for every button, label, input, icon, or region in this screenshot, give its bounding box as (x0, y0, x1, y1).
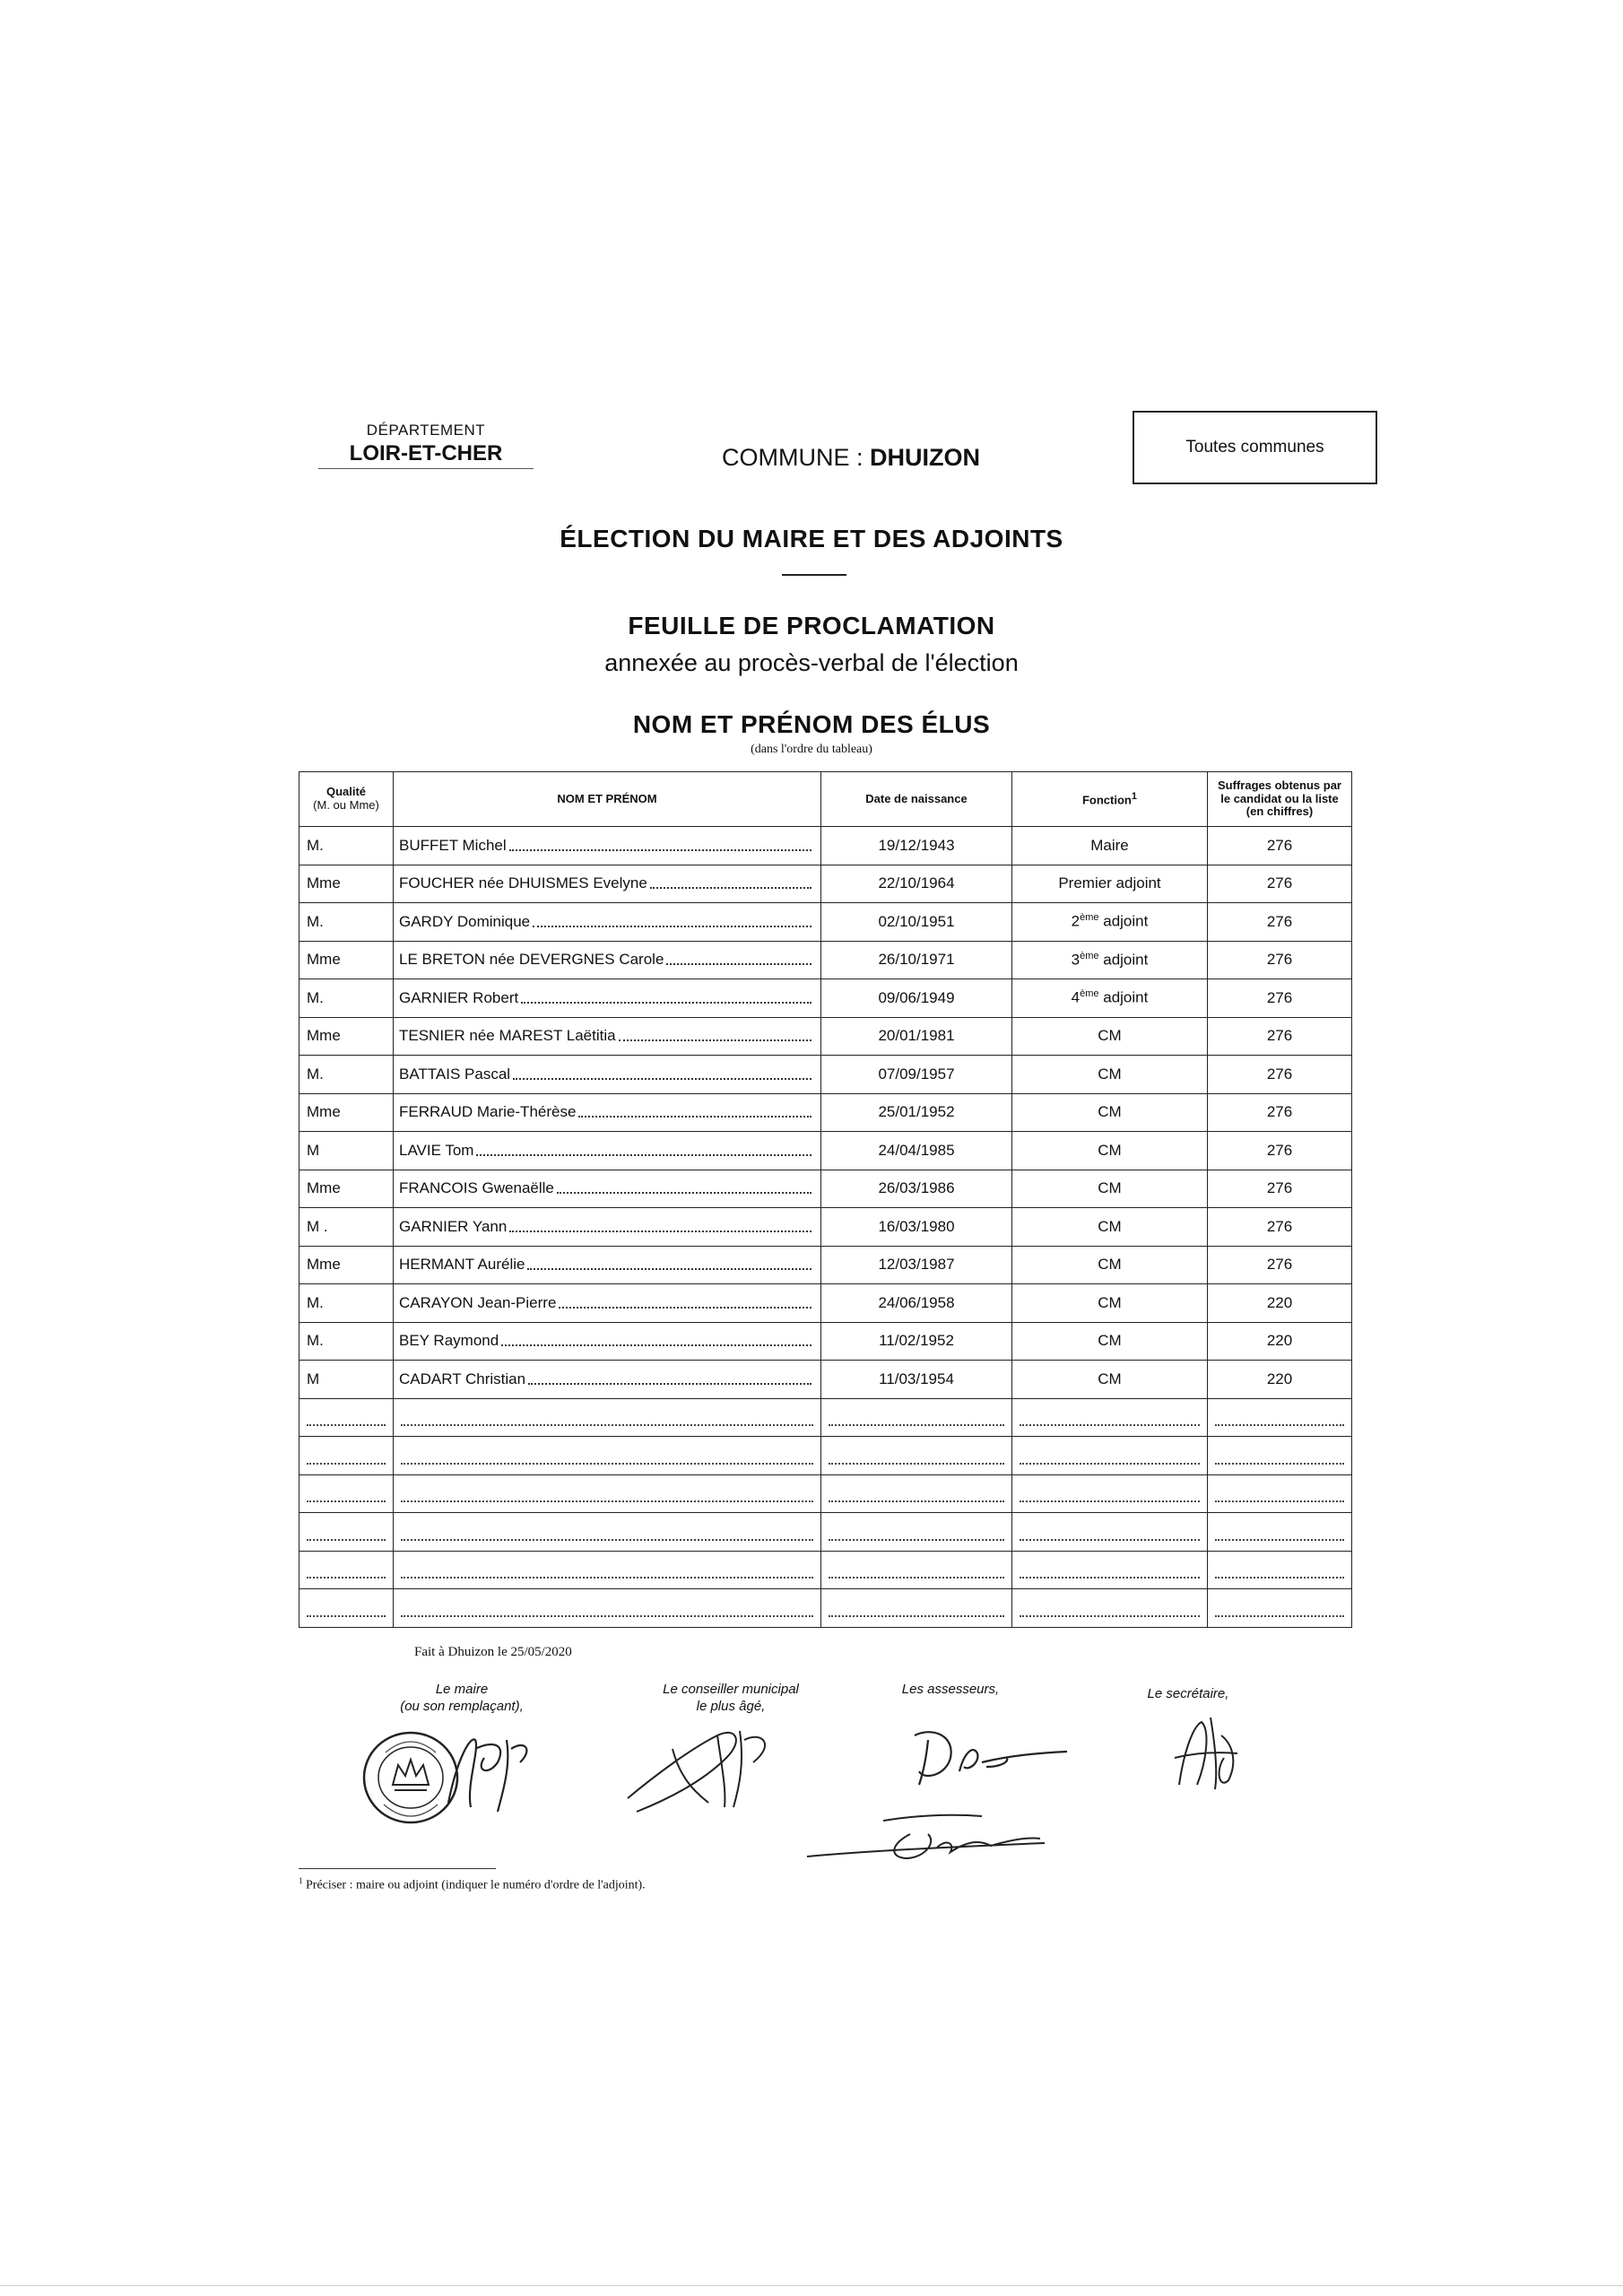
cell-fonction: 3ème adjoint (1012, 941, 1208, 979)
cell-suffrages: 276 (1208, 1093, 1352, 1132)
cell-empty (1208, 1398, 1352, 1437)
elected-officials-table (299, 771, 1352, 1628)
sheet-title: FEUILLE DE PROCLAMATION (628, 612, 995, 639)
cell-fonction: Maire (1012, 827, 1208, 865)
cell-date: 16/03/1980 (821, 1208, 1012, 1247)
cell-suffrages: 220 (1208, 1361, 1352, 1399)
cell-empty (1012, 1551, 1208, 1589)
cell-qualite: M (299, 1132, 394, 1170)
secretaire-signature (1166, 1709, 1246, 1798)
cell-fonction: 4ème adjoint (1012, 979, 1208, 1018)
cell-qualite: M. (299, 1284, 394, 1323)
cell-date: 07/09/1957 (821, 1056, 1012, 1094)
table-row-empty (299, 1398, 1352, 1437)
cell-nom: HERMANT Aurélie (394, 1246, 821, 1284)
table-row-empty (299, 1589, 1352, 1628)
cell-empty (1012, 1437, 1208, 1475)
cell-fonction: CM (1012, 1093, 1208, 1132)
annex-subtitle: annexée au procès-verbal de l'élection (604, 649, 1019, 676)
header-qualite: Qualité (M. ou Mme) (299, 772, 394, 827)
cell-date: 20/01/1981 (821, 1017, 1012, 1056)
conseiller-signature (619, 1713, 780, 1821)
cell-qualite: M. (299, 827, 394, 865)
cell-fonction: Premier adjoint (1012, 865, 1208, 903)
cell-fonction: CM (1012, 1284, 1208, 1323)
cell-qualite: M. (299, 979, 394, 1018)
cell-qualite: M (299, 1361, 394, 1399)
table-header-row (299, 772, 1352, 827)
cell-qualite: Mme (299, 1246, 394, 1284)
assesseur-signature-2 (803, 1803, 1054, 1870)
commune-type-text: Toutes communes (1185, 438, 1324, 457)
department-label: DÉPARTEMENT (366, 422, 486, 439)
cell-empty (1012, 1398, 1208, 1437)
cell-qualite: M. (299, 1056, 394, 1094)
cell-empty (1012, 1474, 1208, 1513)
cell-empty (394, 1589, 821, 1628)
cell-empty (821, 1398, 1012, 1437)
cell-empty (299, 1437, 394, 1475)
cell-date: 26/03/1986 (821, 1170, 1012, 1208)
department-name: LOIR-ET-CHER (349, 441, 503, 465)
cell-fonction: CM (1012, 1132, 1208, 1170)
cell-fonction: CM (1012, 1322, 1208, 1361)
cell-empty (299, 1551, 394, 1589)
cell-suffrages: 276 (1208, 1056, 1352, 1094)
cell-empty (1208, 1513, 1352, 1552)
cell-empty (1208, 1551, 1352, 1589)
cell-empty (1208, 1437, 1352, 1475)
secretaire-label: Le secrétaire, (1147, 1686, 1229, 1701)
table-row-empty (299, 1513, 1352, 1552)
cell-date: 12/03/1987 (821, 1246, 1012, 1284)
cell-empty (394, 1474, 821, 1513)
cell-nom: LE BRETON née DEVERGNES Carole (394, 941, 821, 979)
cell-empty (821, 1474, 1012, 1513)
title-divider (782, 574, 846, 576)
table-row (299, 979, 1352, 1018)
table-row-empty (299, 1474, 1352, 1513)
page-bottom-rule (0, 2285, 1623, 2286)
cell-qualite: Mme (299, 941, 394, 979)
cell-empty (394, 1551, 821, 1589)
cell-date: 11/02/1952 (821, 1322, 1012, 1361)
maire-signature (421, 1722, 538, 1821)
cell-empty (394, 1437, 821, 1475)
department-underline (318, 468, 534, 469)
department-block (318, 422, 534, 466)
cell-fonction: CM (1012, 1017, 1208, 1056)
cell-date: 22/10/1964 (821, 865, 1012, 903)
table-row (299, 1322, 1352, 1361)
cell-nom: GARDY Dominique (394, 903, 821, 942)
cell-nom: BUFFET Michel (394, 827, 821, 865)
cell-fonction: CM (1012, 1361, 1208, 1399)
table-row (299, 1093, 1352, 1132)
cell-qualite: M . (299, 1208, 394, 1247)
cell-nom: BEY Raymond (394, 1322, 821, 1361)
cell-nom: FRANCOIS Gwenaëlle (394, 1170, 821, 1208)
cell-suffrages: 276 (1208, 865, 1352, 903)
table-row (299, 1284, 1352, 1323)
cell-date: 24/06/1958 (821, 1284, 1012, 1323)
page-title: ÉLECTION DU MAIRE ET DES ADJOINTS (560, 525, 1063, 552)
cell-date: 11/03/1954 (821, 1361, 1012, 1399)
cell-nom: CADART Christian (394, 1361, 821, 1399)
cell-empty (299, 1589, 394, 1628)
cell-nom: TESNIER née MAREST Laëtitia (394, 1017, 821, 1056)
table-row (299, 1056, 1352, 1094)
header-nom: NOM ET PRÉNOM (394, 772, 821, 827)
table-row (299, 1017, 1352, 1056)
table-row-empty (299, 1551, 1352, 1589)
header-fonction: Fonction$^1$ (1012, 772, 1208, 827)
table-row (299, 1246, 1352, 1284)
cell-empty (299, 1513, 394, 1552)
cell-suffrages: 276 (1208, 1246, 1352, 1284)
cell-nom: FERRAUD Marie-Thérèse (394, 1093, 821, 1132)
cell-empty (299, 1474, 394, 1513)
cell-suffrages: 220 (1208, 1284, 1352, 1323)
cell-fonction: CM (1012, 1170, 1208, 1208)
commune (722, 444, 980, 472)
table-row (299, 941, 1352, 979)
maire-label: Le maire (ou son remplaçant), (400, 1682, 524, 1714)
table-row (299, 903, 1352, 942)
footnote-divider (299, 1868, 496, 1869)
cell-empty (1208, 1589, 1352, 1628)
commune-name: DHUIZON (870, 444, 980, 471)
cell-suffrages: 276 (1208, 1132, 1352, 1170)
cell-date: 26/10/1971 (821, 941, 1012, 979)
cell-date: 25/01/1952 (821, 1093, 1012, 1132)
cell-empty (394, 1398, 821, 1437)
header-suffrages: Suffrages obtenus par le candidat ou la liste (en chiffres) (1208, 772, 1352, 827)
cell-fonction: CM (1012, 1246, 1208, 1284)
cell-suffrages: 276 (1208, 1208, 1352, 1247)
cell-nom: FOUCHER née DHUISMES Evelyne (394, 865, 821, 903)
cell-suffrages: 220 (1208, 1322, 1352, 1361)
cell-qualite: Mme (299, 865, 394, 903)
conseiller-label: Le conseiller municipal le plus âgé, (663, 1682, 799, 1714)
cell-date: 24/04/1985 (821, 1132, 1012, 1170)
commune-type-box (1133, 411, 1377, 484)
header-date: Date de naissance (821, 772, 1012, 827)
cell-empty (299, 1398, 394, 1437)
cell-suffrages: 276 (1208, 1170, 1352, 1208)
cell-qualite: Mme (299, 1170, 394, 1208)
cell-nom: CARAYON Jean-Pierre (394, 1284, 821, 1323)
cell-empty (1208, 1474, 1352, 1513)
cell-empty (1012, 1589, 1208, 1628)
cell-qualite: M. (299, 903, 394, 942)
cell-nom: GARNIER Robert (394, 979, 821, 1018)
cell-qualite: Mme (299, 1093, 394, 1132)
cell-empty (821, 1437, 1012, 1475)
assesseurs-label: Les assesseurs, (901, 1682, 1000, 1697)
cell-fonction: CM (1012, 1056, 1208, 1094)
table-row (299, 1170, 1352, 1208)
commune-label: COMMUNE : (722, 444, 870, 471)
table-row-empty (299, 1437, 1352, 1475)
cell-fonction: CM (1012, 1208, 1208, 1247)
cell-suffrages: 276 (1208, 903, 1352, 942)
footnote: $^1$ Préciser : maire ou adjoint (indiquer le numéro d'ordre de l'adjoint). (299, 1876, 646, 1892)
table-row (299, 827, 1352, 865)
cell-empty (821, 1551, 1012, 1589)
names-heading: NOM ET PRÉNOM DES ÉLUS (632, 710, 991, 738)
table-row (299, 865, 1352, 903)
cell-nom: GARNIER Yann (394, 1208, 821, 1247)
assesseur-signature-1 (901, 1718, 1072, 1798)
cell-suffrages: 276 (1208, 1017, 1352, 1056)
cell-fonction: 2ème adjoint (1012, 903, 1208, 942)
fait-a-date: Fait à Dhuizon le 25/05/2020 (414, 1645, 572, 1659)
table-row (299, 1132, 1352, 1170)
cell-empty (394, 1513, 821, 1552)
cell-nom: BATTAIS Pascal (394, 1056, 821, 1094)
cell-empty (1012, 1513, 1208, 1552)
cell-empty (821, 1589, 1012, 1628)
cell-date: 09/06/1949 (821, 979, 1012, 1018)
cell-date: 19/12/1943 (821, 827, 1012, 865)
cell-qualite: Mme (299, 1017, 394, 1056)
cell-suffrages: 276 (1208, 827, 1352, 865)
cell-nom: LAVIE Tom (394, 1132, 821, 1170)
names-note: (dans l'ordre du tableau) (751, 743, 872, 756)
cell-qualite: M. (299, 1322, 394, 1361)
cell-suffrages: 276 (1208, 941, 1352, 979)
table-body (299, 827, 1352, 1628)
cell-empty (821, 1513, 1012, 1552)
table-row (299, 1208, 1352, 1247)
cell-date: 02/10/1951 (821, 903, 1012, 942)
cell-suffrages: 276 (1208, 979, 1352, 1018)
table-row (299, 1361, 1352, 1399)
